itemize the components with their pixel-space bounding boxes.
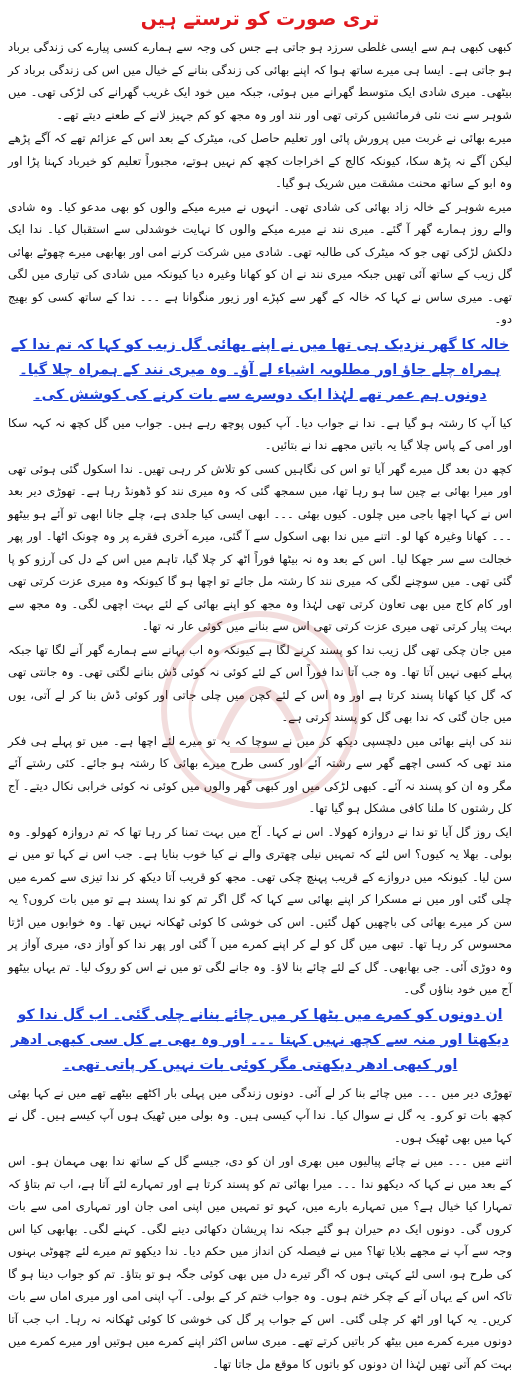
article-paragraph: کیا آپ کا رشتہ ہو گیا ہے۔ ندا نے جواب دیا۔ آپ کیوں پوچھ رہے ہیں۔ جواب میں گل کچھ نہ کہہ سکا اور امی کے پاس چلا گیا یہ باتیں مجھے ندا نے بتائیں۔ [8,415,512,452]
highlight-quote: ان دونوں کو کمرے میں بٹھا کر میں چائے بنانے چلی گئی۔ اب گل ندا کو دیکھتا اور منہ سے کچھ نہیں کہتا ۔۔۔ اور وہ بھی بے کل سی کبھی ادھر اور کبھی ادھر دیکھتی مگر کوئی بات نہیں کر پاتی تھی۔ [11,1006,509,1073]
article-paragraph: کبھی کبھی ہم سے ایسی غلطی سرزد ہو جاتی ہے جس کی وجہ سے ہمارے کسی پیارے کی زندگی برباد ہو جاتی ہے۔ ایسا ہی میرے ساتھ ہوا کہ اپنے بھائی کی زندگی بنانے کے خیال میں اس کی زندگی برباد کر بیٹھی۔ میری شادی ایک متوسط گھرانے میں ہوئی، جبکہ میں خود ایک غریب گھرانے کی لڑکی تھی۔ میں شوہر سے نت نئی فرمائشیں کرتی تھی اور نند اور وہ مجھ کو کم جہیز لانے کے طعنے دیتے تھے۔ [8,40,512,122]
highlight-quote: خالہ کا گھر نزدیک ہی تھا میں نے اپنے بھائی گل زیب کو کہا کہ تم ندا کے ہمراہ چلے جاؤ اور مطلوبہ اشیاء لے آؤ۔ وہ میری نند کے ہمراہ چلا گیا۔ دونوں ہم عمر تھے لہٰذا ایک دوسرے سے بات کرنے کی کوشش کی۔ [10,336,510,403]
article-paragraph: نند کی اپنے بھائی میں دلچسپی دیکھ کر میں نے سوچا کہ یہ تو میرے لئے اچھا ہے۔ میں تو پہلے ہی فکر مند تھی کہ کسی اچھے گھر سے رشتہ آئے اور کسی طرح میرے بھائی کا رشتہ ہو جائے۔ کئی رشتے آئے مگر وہ ان کو پسند نہ آئے۔ کبھی لڑکی میں اور کبھی گھر والوں میں کوئی نہ کوئی خرابی نکال دیتے۔ آج کل رشتوں کا ملنا کافی مشکل ہو گیا تھا۔ [8,733,512,815]
article-paragraph: ایک روز گل آیا تو ندا نے دروازہ کھولا۔ اس نے کہا۔ آج میں بہت تمنا کر رہا تھا کہ تم دروازہ کھولو۔ وہ بولی۔ بھلا یہ کیوں؟ اس لئے کہ تمہیں نیلی چھتری والے نے کیا خوب بنایا ہے۔ جب اس نے کہا تو میں نے سن لیا۔ کیونکہ میں دروازے کے قریب پہنچ چکی تھی۔ مجھ کو قریب آتا دیکھ کر ندا تیزی سے کمرے میں چلی گئی اور میں نے مسکرا کر اپنے بھائی سے کہا کہ گل اگر تم کو ندا پسند ہے تو میں بات کروں؟ یہ سن کر میرے بھائی کی باچھیں کھل گئیں۔ اس کی خوشی کا کوئی ٹھکانہ نہیں تھا۔ وہ خوابوں میں اڑتا محسوس کر رہا تھا۔ تبھی میں گل کو لے کر اپنے کمرے میں آ گئی اور پھر ندا کو آواز دی، میری آواز پر وہ دوڑی آئی۔ جی بھابھی۔ گل کے لئے چائے بنا لاؤ۔ وہ جانے لگی تو میں نے اس کو روک لیا۔ تم یہاں بیٹھو آج میں خود بناؤں گی۔ [8,824,512,996]
article-title: تری صورت کو ترستے ہیں [140,8,380,30]
article-paragraph: میرے شوہر کے خالہ زاد بھائی کی شادی تھی۔ انہوں نے میرے میکے والوں کو بھی مدعو کیا۔ وہ شادی والے روز ہمارے گھر آ گئے۔ میری نند نے میرے میکے والوں کا نہایت خوشدلی سے استقبال کیا۔ ندا ایک دلکش لڑکی تھی جو کہ میٹرک کی طالبہ تھی۔ شادی میں شرکت کرنے امی اور بھابھی میرے چھوٹے بھائی گل زیب کے ساتھ آئی تھیں جبکہ میری نند نے ان کو کھانا وغیرہ دیا کیونکہ میں شادی کی تیاری میں لگی تھی۔ میری ساس نے کہا کہ خالہ کے گھر سے کپڑے اور زیور منگوانا ہے ۔۔۔ ندا کے ساتھ کسی کو بھیج دو۔ [8,199,512,326]
article-paragraph: تھوڑی دیر میں ۔۔۔ میں چائے بنا کر لے آئی۔ دونوں زندگی میں پہلی بار اکٹھے بیٹھے تھے میں نے کہا بھئی کچھ بات تو کرو۔ یہ گل نے سوال کیا۔ ندا آپ کیسی ہیں۔ وہ بولی میں ٹھیک ہوں آپ کیسے ہیں۔ گل نے کہا میں بھی ٹھیک ہوں۔ [8,1085,512,1145]
article-paragraph: میرے بھائی نے غربت میں پرورش پائی اور تعلیم حاصل کی، میٹرک کے بعد اس کے عزائم تھے کہ آگے پڑھے لیکن آگے نہ پڑھ سکا، کیونکہ کالج کے اخراجات کچھ کم نہیں ہوتے، مجبوراً تعلیم کو خیرباد کہنا پڑا اور وہ ابو کے ساتھ محنت مشقت میں شریک ہو گیا۔ [8,131,512,190]
article-paragraph: کچھ دن بعد گل میرے گھر آیا تو اس کی نگاہیں کسی کو تلاش کر رہی تھیں۔ ندا اسکول گئی ہوئی تھی اور میرا بھائی بے چین سا ہو رہا تھا، میں سمجھ گئی کہ وہ میری نند کو ڈھونڈ رہا ہے۔ تھوڑی دیر بعد اس نے کہا اچھا باجی میں چلوں۔ کیوں بھئی ۔۔۔ ابھی ایسی کیا جلدی ہے، چلے جانا ابھی تو آئے ہو بیٹھو ۔۔۔ کھانا وغیرہ کھا لو۔ اتنے میں ندا بھی اسکول سے آ گئی، میرے آخری فقرے پر وہ چونک اٹھا۔ اور پھر خجالت سے سر جھکا لیا۔ اس کے بعد وہ نہ بیٹھا فوراً اٹھ کر چلا گیا، تاہم میں اس کے دل کی آرزو کو پا گئی تھی۔ میں سوچنے لگی کہ میری نند کا رشتہ مل جائے تو اچھا ہو گا کیونکہ وہ میری عزت کرتی تھی اور کام کاج میں بھی تعاون کرتی تھی لہٰذا وہ مجھ کو اپنے بھائی کے لئے بہت اچھی لگی۔ وہ مجھ سے بہت پیار کرتی تھی میری عزت کرتی تھی اس سے بنانے میں کوئی عار نہ تھا۔ [8,461,512,633]
article-paragraph: اتنے میں ۔۔۔ میں نے چائے پیالیوں میں بھری اور ان کو دی، جیسے گل کے ساتھ ندا بھی مہمان ہو۔ اس کے بعد میں نے کہا کہ دیکھو ندا ۔۔۔ میرا بھائی تم کو پسند کرتا ہے اور تمہارے لئے آتا ہے، اب تم بتاؤ کہ تمہارا کیا خیال ہے؟ میں تمہارے بارے میں، کہو تو تمہیں میں اپنی امی جان اور تمہاری امی سے بات کروں گی۔ دونوں ایک دم حیران ہو گئے جبکہ ندا پریشان دکھائی دینے لگی۔ کہنے لگی۔ بھابھی کیا اس وجہ سے آپ نے مجھے بلایا تھا؟ میں نے فیصلہ کن انداز میں حکم دیا۔ ندا دیکھو تم میرے لئے چھوٹی بہنوں کی طرح ہو، اسی لئے کہتی ہوں کہ اگر تیرے دل میں بھی کوئی جگہ ہو تو بتاؤ۔ تم کو جواب دینا ہو گا تاکہ اس کے یہاں آنے کے چکر ختم ہوں۔ وہ جواب ختم کر کے بولی۔ آپ اپنی امی اور میری اماں سے بات کریں۔ یہ کہا اور اٹھ کر چلی گئی۔ اس کے جواب پر گل کی خوشی کا کوئی ٹھکانہ نہ رہا۔ اب جب آتا دونوں میرے کمرے میں بیٹھ کر باتیں کرتے تھے۔ میری ساس اکثر اپنے کمرے میں ہوتیں اور میرے کمرے میں بہت کم آتی تھیں لہٰذا ان دونوں کو باتوں کا موقع مل جاتا تھا۔ [8,1154,512,1371]
article-paragraph: میں جان چکی تھی گل زیب ندا کو پسند کرنے لگا ہے کیونکہ وہ اب بہانے سے ہمارے گھر آنے لگا تھا جبکہ پہلے کبھی نہیں آتا تھا۔ وہ جب آتا ندا فوراً اس کے لئے کوئی نہ کوئی ڈش بنانے لگتی تھی۔ وہ جانتی تھی کہ گل کیا کھانا پسند کرتا ہے اور وہ اس کے لئے کچن میں چلی جاتی اور کوئی ڈش بنا کر لے آتی، یوں میں جان گئی کہ ندا بھی گل کو پسند کرتی ہے۔ [8,642,512,724]
